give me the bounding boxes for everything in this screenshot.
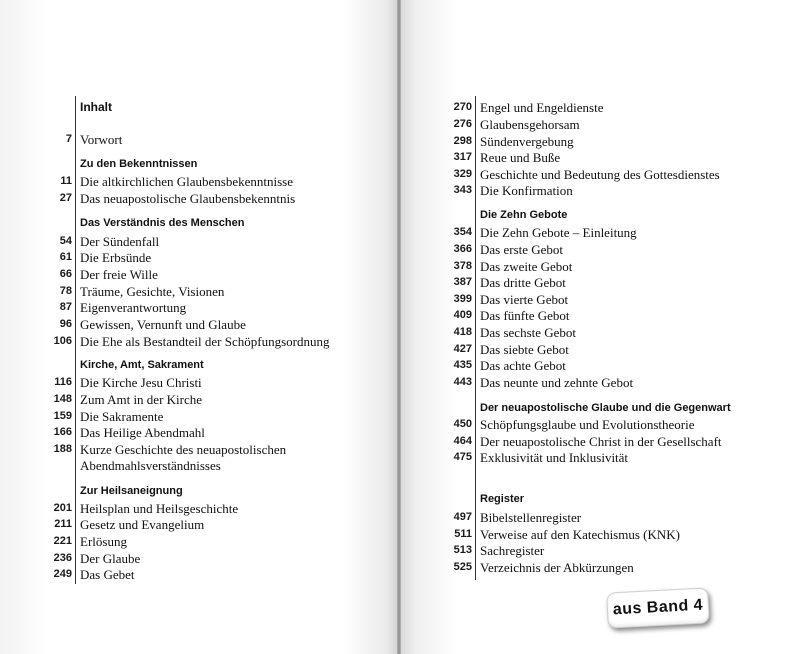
toc-section-heading: Die Zehn Gebote (480, 209, 568, 221)
toc-page-number: 435 (453, 359, 472, 371)
toc-entry-title: Bibelstellenregister (480, 510, 582, 525)
toc-page-number: 106 (53, 335, 72, 347)
toc-title: Inhalt (80, 100, 112, 114)
volume-badge-label: aus Band 4 (612, 596, 704, 619)
toc-entry-title: Das zweite Gebot (480, 259, 573, 274)
toc-entry-title: Das fünfte Gebot (480, 308, 570, 323)
toc-page-number: 188 (53, 443, 72, 455)
toc-page-number: 201 (53, 502, 72, 514)
toc-entry-title: Das Gebet (80, 567, 135, 582)
toc-page-number: 427 (453, 343, 472, 355)
toc-page-number: 329 (453, 168, 472, 180)
toc-page-number: 276 (453, 118, 472, 130)
toc-entry-title: Das Heilige Abendmahl (80, 425, 205, 440)
toc-entry-title: Das achte Gebot (480, 358, 566, 373)
toc-entry-title: Zum Amt in der Kirche (80, 392, 203, 407)
toc-entry-title: Vorwort (80, 132, 123, 147)
toc-page-number: 497 (453, 511, 472, 523)
toc-page-number: 87 (59, 301, 72, 313)
toc-section-heading: Der neuapostolische Glaube und die Gegenwart (480, 402, 731, 414)
toc-page-number: 450 (453, 418, 472, 430)
book-gutter (397, 0, 401, 654)
toc-entry-title: Die Sakramente (80, 409, 164, 424)
toc-entry-title: Das neunte und zehnte Gebot (480, 375, 634, 390)
toc-entry-title: Abendmahlsverständnisses (80, 458, 221, 473)
toc-entry-title: Das erste Gebot (480, 242, 564, 257)
toc-page-number: 511 (454, 528, 472, 540)
toc-entry-title: Der Sündenfall (80, 234, 160, 249)
toc-page-number: 298 (453, 135, 472, 147)
toc-entry-title: Eigenverantwortung (80, 300, 187, 315)
toc-page-number: 464 (453, 435, 472, 447)
toc-entry-title: Der neuapostolische Christ in der Gesellschaft (480, 434, 722, 449)
toc-entry-title: Das neuapostolische Glaubensbekenntnis (80, 191, 296, 206)
toc-entry-title: Gesetz und Evangelium (80, 517, 205, 532)
toc-entry-title: Verweise auf den Katechismus (KNK) (480, 527, 680, 542)
toc-entry-title: Der freie Wille (80, 267, 158, 282)
toc-page-number: 221 (53, 535, 72, 547)
toc-entry-title: Das vierte Gebot (480, 292, 569, 307)
toc-section-heading: Zu den Bekenntnissen (80, 158, 198, 170)
toc-page-number: 513 (453, 544, 472, 556)
toc-page-number: 317 (453, 151, 472, 163)
toc-page-number: 11 (60, 175, 72, 187)
toc-entry-title: Heilsplan und Heilsgeschichte (80, 501, 239, 516)
toc-right-column (453, 96, 731, 580)
toc-entry-title: Schöpfungsglaube und Evolutionstheorie (480, 417, 695, 432)
toc-entry-title: Der Glaube (80, 551, 141, 566)
toc-section-heading: Register (480, 493, 525, 505)
toc-entry-title: Das sechste Gebot (480, 325, 577, 340)
toc-entry-title: Die Ehe als Bestandteil der Schöpfungsordnung (80, 334, 330, 349)
toc-page-number: 475 (453, 451, 472, 463)
toc-entry-title: Exklusivität und Inklusivität (480, 450, 629, 465)
toc-page-number: 270 (453, 101, 472, 113)
toc-page-number: 418 (453, 326, 472, 338)
toc-entry-title: Das siebte Gebot (480, 342, 569, 357)
toc-page-number: 387 (453, 276, 472, 288)
toc-entry-title: Die Zehn Gebote – Einleitung (480, 225, 637, 240)
toc-entry-title: Engel und Engeldienste (480, 100, 604, 115)
toc-entry-title: Die altkirchlichen Glaubensbekenntnisse (80, 174, 293, 189)
toc-entry-title: Träume, Gesichte, Visionen (80, 284, 225, 299)
toc-entry-title: Die Konfirmation (480, 183, 573, 198)
toc-page-number: 116 (54, 376, 72, 388)
toc-entry-title: Kurze Geschichte des neuapostolischen (80, 442, 287, 457)
toc-page-number: 409 (453, 309, 472, 321)
toc-page-number: 166 (53, 426, 72, 438)
toc-page-number: 27 (59, 192, 72, 204)
toc-entry-title: Das dritte Gebot (480, 275, 566, 290)
toc-page-number: 525 (453, 561, 472, 573)
toc-page-number: 7 (65, 133, 72, 145)
toc-entry-title: Sündenvergebung (480, 134, 574, 149)
toc-entry-title: Sachregister (480, 543, 545, 558)
toc-entry-title: Gewissen, Vernunft und Glaube (80, 317, 246, 332)
toc-page-number: 96 (59, 318, 72, 330)
toc-entry-title: Geschichte und Bedeutung des Gottesdienstes (480, 167, 720, 182)
toc-left-column (53, 96, 330, 584)
toc-entry-title: Die Erbsünde (80, 250, 152, 265)
toc-page-number: 54 (59, 235, 72, 247)
toc-page-number: 443 (453, 376, 472, 388)
toc-page-number: 66 (59, 268, 72, 280)
toc-entry-title: Reue und Buße (480, 150, 561, 165)
toc-page-number: 399 (453, 293, 472, 305)
toc-page-number: 78 (59, 285, 72, 297)
toc-page-number: 211 (54, 518, 72, 530)
toc-page-number: 148 (53, 393, 72, 405)
toc-section-heading: Zur Heilsaneignung (80, 485, 183, 497)
toc-page-number: 366 (453, 243, 472, 255)
toc-page-number: 61 (59, 251, 72, 263)
toc-entry-title: Die Kirche Jesu Christi (80, 375, 202, 390)
toc-page-number: 249 (53, 568, 72, 580)
toc-entry-title: Erlösung (80, 534, 127, 549)
toc-page-number: 343 (453, 184, 472, 196)
toc-entry-title: Verzeichnis der Abkürzungen (480, 560, 634, 575)
toc-page-number: 378 (453, 260, 472, 272)
toc-page-number: 236 (53, 552, 72, 564)
toc-page-number: 159 (53, 410, 72, 422)
volume-badge (606, 587, 710, 628)
toc-page-number: 354 (453, 226, 472, 238)
toc-entry-title: Glaubensgehorsam (480, 117, 580, 132)
toc-section-heading: Das Verständnis des Menschen (80, 217, 245, 229)
toc-section-heading: Kirche, Amt, Sakrament (80, 359, 204, 371)
